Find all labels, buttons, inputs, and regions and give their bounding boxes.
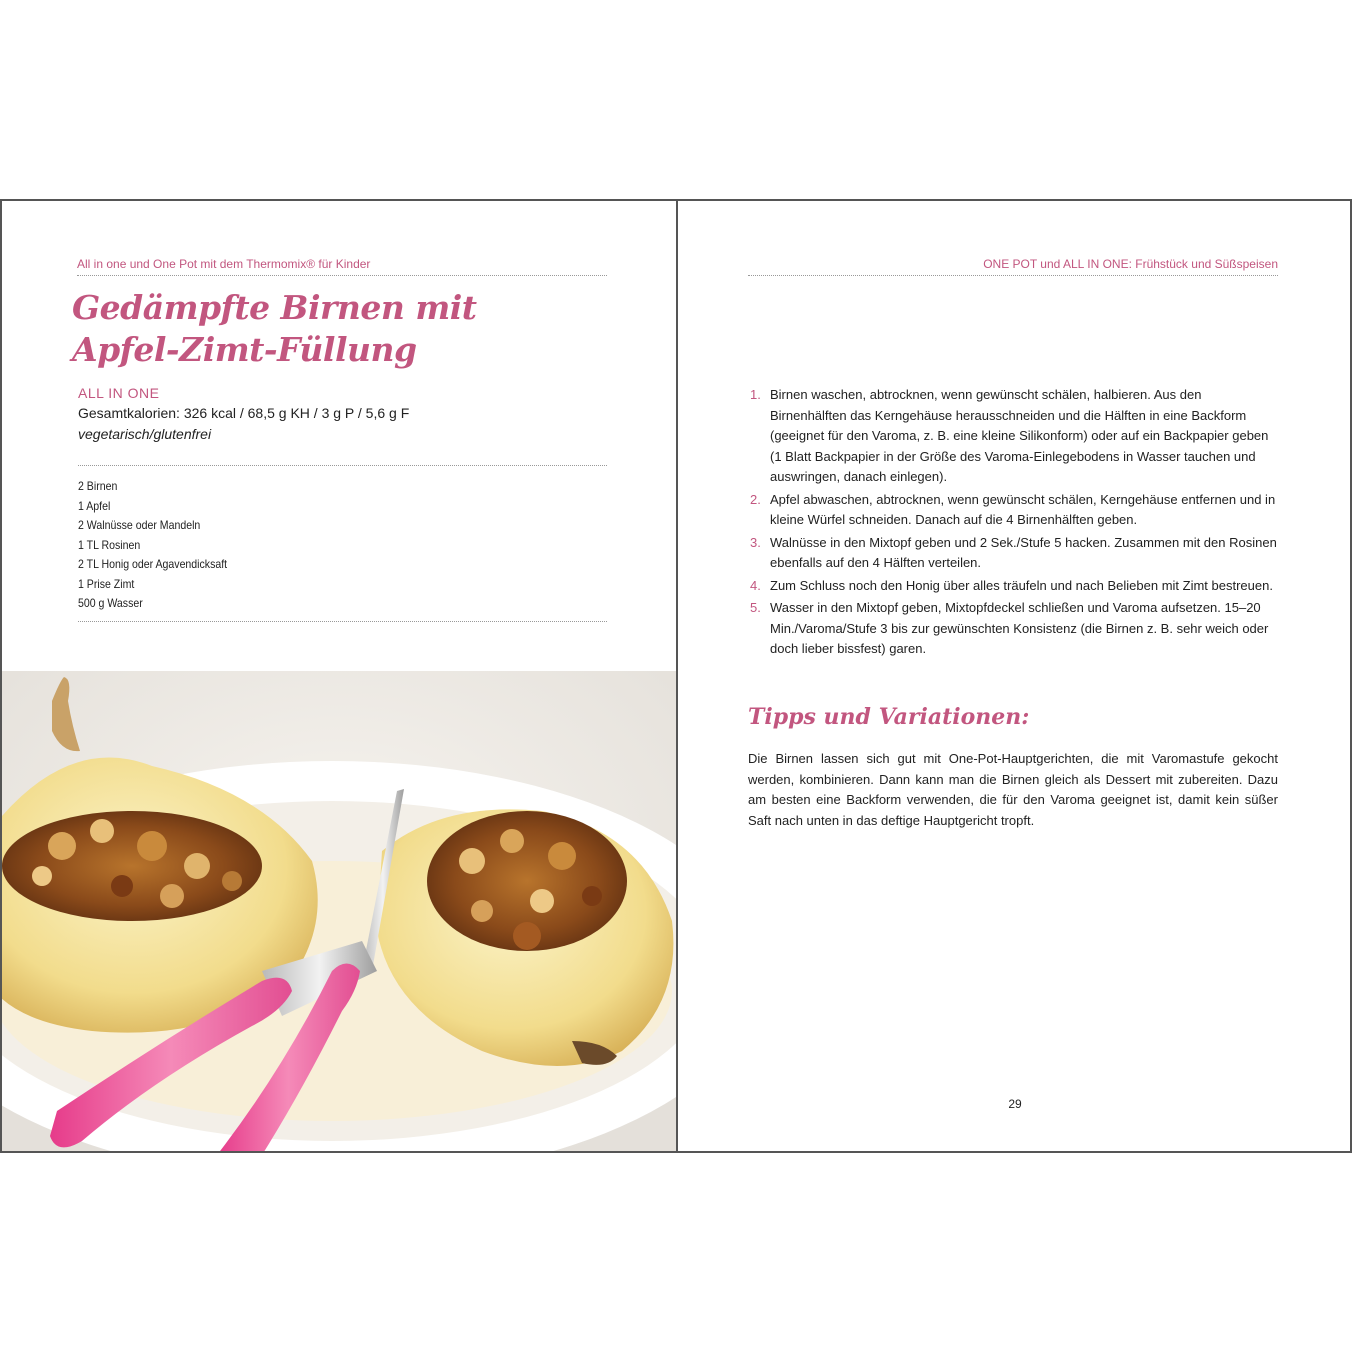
step-number: 2. — [750, 491, 761, 507]
tips-heading: Tipps und Variationen: — [748, 704, 1030, 730]
recipe-title — [72, 287, 632, 371]
right-page — [678, 201, 1352, 1151]
step-number: 1. — [750, 387, 761, 402]
left-page — [2, 201, 678, 1151]
step-text: Apfel abwaschen, abtrocknen, wenn gewünscht schälen, Kerngehäuse entfernen und in kleine Würfel schneiden. Danach auf die 4 Birnenhälften geben. — [770, 491, 1276, 527]
recipe-title-line-1: Gedämpfte Birnen mit — [72, 288, 477, 327]
recipe-diet: vegetarisch/glutenfrei — [78, 426, 212, 442]
pear-dish-illustration — [2, 671, 676, 1151]
step-text: Birnen waschen, abtrocknen, wenn gewünscht schälen, halbieren. Aus den Birnenhälften das Kerngehäuse herausschneiden und die Hälften in eine Backform (geeignet für den Varoma, z. B. eine kleine Silikonform) oder auf ein Backpapier geben (1 Blatt Backpapier in der Größe des Varoma-Einlegebodens in Wasser tauchen und auswringen, danach einlegen). — [770, 387, 1269, 484]
step-text: Wasser in den Mixtopf geben, Mixtopfdeckel schließen und Varoma aufsetzen. 15–20 Min./Varoma/Stufe 3 bis zur gewünschten Konsistenz (die Birnen z. B. sehr weich oder doch lieber bissfest) garen. — [770, 600, 1269, 656]
ingredient-list — [78, 477, 247, 614]
recipe-calories: Gesamtkalorien: 326 kcal / 68,5 g KH / 3 g P / 5,6 g F — [78, 405, 410, 421]
ingredient-item: 1 Apfel — [78, 498, 111, 513]
page-number: 29 — [1008, 1097, 1022, 1111]
ingredient-item: 500 g Wasser — [78, 596, 143, 610]
recipe-photo — [2, 671, 676, 1151]
step-item — [748, 490, 1278, 531]
step-item — [748, 385, 1278, 488]
divider-top — [78, 465, 607, 466]
step-item — [748, 533, 1278, 574]
recipe-category: ALL IN ONE — [78, 385, 160, 401]
step-number: 3. — [750, 534, 761, 550]
recipe-title-line-2: Apfel-Zimt-Füllung — [72, 330, 417, 369]
step-number: 4. — [750, 577, 761, 593]
ingredient-item: 2 Walnüsse oder Mandeln — [78, 518, 201, 532]
running-head-left: All in one und One Pot mit dem Thermomix® für Kinder — [77, 257, 607, 276]
book-spread — [0, 199, 1352, 1153]
tips-paragraph: Die Birnen lassen sich gut mit One-Pot-Hauptgerichten, die mit Varomastufe gekocht werden, kombinieren. Dann kann man die Birnen gleich als Dessert mit zubereiten. Dazu am besten eine Backform verwenden, die für den Varoma geeignet ist, damit kein süßer Saft nach unten in das deftige Hauptgericht tropft. — [748, 751, 1278, 828]
step-list — [748, 385, 1278, 662]
step-item — [748, 598, 1278, 660]
step-item — [748, 576, 1278, 597]
ingredient-item: 1 Prise Zimt — [78, 576, 135, 591]
running-head-right: ONE POT und ALL IN ONE: Frühstück und Süßspeisen — [748, 257, 1278, 276]
step-text: Walnüsse in den Mixtopf geben und 2 Sek./Stufe 5 hacken. Zusammen mit den Rosinen ebenfalls auf den 4 Hälften verteilen. — [770, 534, 1277, 570]
step-number: 5. — [750, 600, 761, 615]
ingredient-item: 1 TL Rosinen — [78, 537, 141, 552]
divider-bottom — [78, 621, 607, 622]
ingredient-item: 2 Birnen — [78, 479, 118, 493]
step-text: Zum Schluss noch den Honig über alles träufeln und nach Belieben mit Zimt bestreuen. — [770, 577, 1273, 593]
ingredient-item: 2 TL Honig oder Agavendicksaft — [78, 557, 228, 571]
